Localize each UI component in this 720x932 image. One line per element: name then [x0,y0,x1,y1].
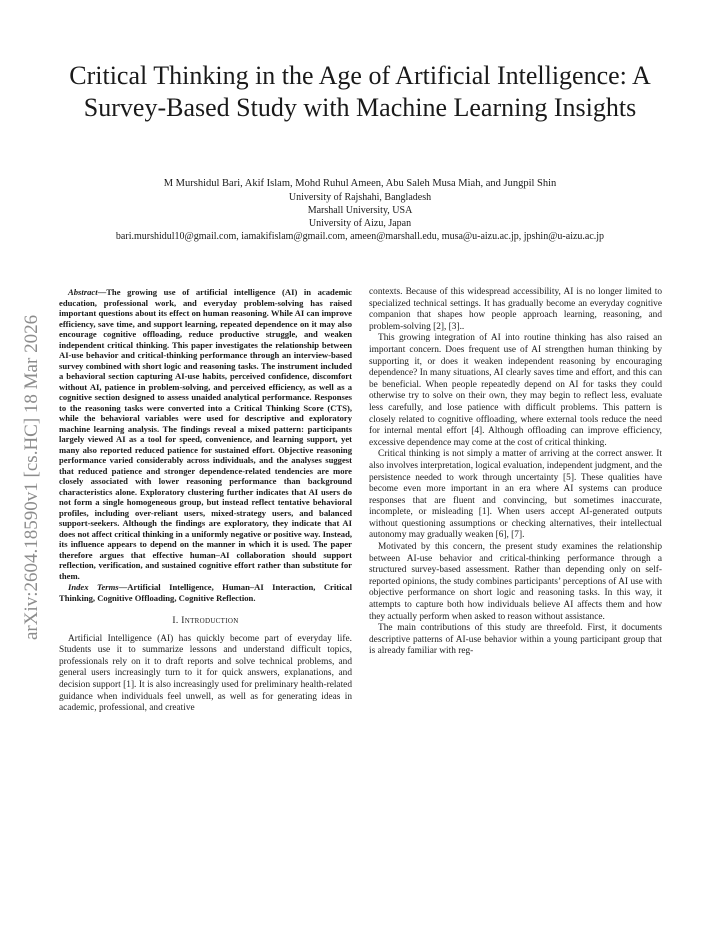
author-block [40,177,680,243]
author-emails: bari.murshidul10@gmail.com, iamakifislam@gmail.com, ameen@marshall.edu, musa@u-aizu.ac.jp, jpshin@u-aizu.ac.jp [115,231,605,242]
abstract [59,287,352,581]
affiliation: University of Rajshahi, Bangladesh [288,192,432,203]
author-names: M Murshidul Bari, Akif Islam, Mohd Ruhul Ameen, Abu Saleh Musa Miah, and Jungpil Shin [163,178,557,189]
paragraph: This growing integration of AI into routine thinking has also raised an important concern. Does frequent use of AI strengthen human thinking by supporting it, or does it weaken independent reasoning by encouraging dependence? In many situations, AI clearly saves time and effort, and this can be beneficial. When people repeatedly depend on AI for tasks they could otherwise try to solve on their own, they may begin to reflect less, evaluate less carefully, and lose patience with difficult problems. This pattern is closely related to cognitive offloading, where external tools reduce the need for internal mental effort [4]. Although offloading can improve efficiency, excessive dependence may come at the cost of critical thinking. [369,333,662,448]
section-title: Introduction [181,616,239,626]
abstract-label: Abstract [68,287,98,297]
index-terms [59,582,352,603]
affiliation: Marshall University, USA [307,205,413,216]
abstract-text: —The growing use of artificial intelligence (AI) in academic education, professional work, and everyday problem-solving has raised important questions about its effect on human reasoning. While AI can improve efficiency, save time, and support learning, repeated dependence on it may also encourage cognitive offloading, reduce productive struggle, and weaken independent critical thinking. This paper investigates the relationship between AI-use behavior and critical-thinking performance through an interview-based survey combined with short logic and reasoning tasks. The instrument included a behavioral section capturing AI-use habits, perceived confidence, discomfort without AI, patience in problem-solving, and perceived efficiency, as well as a cognitive section designed to assess unaided analytical performance. Responses to the reasoning tasks were converted into a Critical Thinking Score (CTS), while the behavioral variables were used for descriptive and exploratory machine learning analysis. The findings reveal a mixed pattern: participants largely viewed AI as a tool for speed, convenience, and learning support, yet many also reported reduced patience for sustained effort. Objective reasoning performance varied considerably across individuals, and the analyses suggest that reduced patience and stronger dependence-related tendencies are more closely associated with lower reasoning performance than background characteristics alone. Exploratory clustering further indicates that AI users do not form a single homogeneous group, but instead reflect tentative behavioral profiles, including over-reliant users, mixed-strategy users, and balanced support-seekers. Although the findings are exploratory, they indicate that AI does not affect critical thinking in a uniformly negative or positive way. Instead, its influence appears to depend on the manner in which it is used. The paper therefore argues that effective human–AI collaboration should support reflection, verification, and sustained cognitive effort rather than substitute for them. [59,287,352,581]
left-column [59,287,352,715]
section-heading [59,616,352,628]
paper-title: Critical Thinking in the Age of Artificial Intelligence: A Survey-Based Study with Machine Learning Insights [69,61,651,122]
index-terms-text: —Artificial Intelligence, Human–AI Interaction, Critical Thinking, Cognitive Offloading, Cognitive Reflection. [59,582,352,603]
affiliation: University of Aizu, Japan [308,218,412,229]
arxiv-stamp: arXiv:2604.18590v1 [cs.HC] 18 Mar 2026 [21,314,42,640]
index-terms-label: Index Terms [68,582,119,592]
paragraph: Artificial Intelligence (AI) has quickly become part of everyday life. Students use it to summarize lessons and understand difficult topics, professionals rely on it to draft reports and solve technical problems, and general users increasingly turn to it for quick answers, explanations, and decision support [1]. It is also increasingly used for preliminary health-related guidance when individuals feel unwell, as well as for generating ideas in academic, professional, and creative [59,633,352,714]
paragraph: Motivated by this concern, the present study examines the relationship between AI-use behavior and critical-thinking performance through a structured survey-based assessment. Rather than depending only on self-reported opinions, the study combines participants’ perceptions of AI use with objective performance on short logic and reasoning tasks. In this way, it attempts to capture both how individuals believe AI affects them and how they actually perform when asked to reason without assistance. [369,542,662,622]
right-column [369,287,662,658]
section-numeral: I. [172,616,179,626]
paragraph: Critical thinking is not simply a matter of arriving at the correct answer. It also involves interpretation, logical evaluation, independent judgment, and the persistence needed to work through uncertainty [5]. These qualities have become even more important in an era where AI systems can produce responses that are fluent and convincing, but sometimes inaccurate, incomplete, or misleading [1]. When users accept AI-generated outputs without questioning assumptions or checking alternatives, their intellectual autonomy may gradually weaken [6], [7]. [369,449,662,541]
paragraph: The main contributions of this study are threefold. First, it documents descriptive patterns of AI-use behavior within a young participant group that is already familiar with reg- [369,623,662,657]
paragraph: contexts. Because of this widespread accessibility, AI is no longer limited to specialized technical settings. It has gradually become an everyday cognitive companion that shapes how people approach learning, reasoning, and problem-solving [2], [3].. [369,287,662,332]
